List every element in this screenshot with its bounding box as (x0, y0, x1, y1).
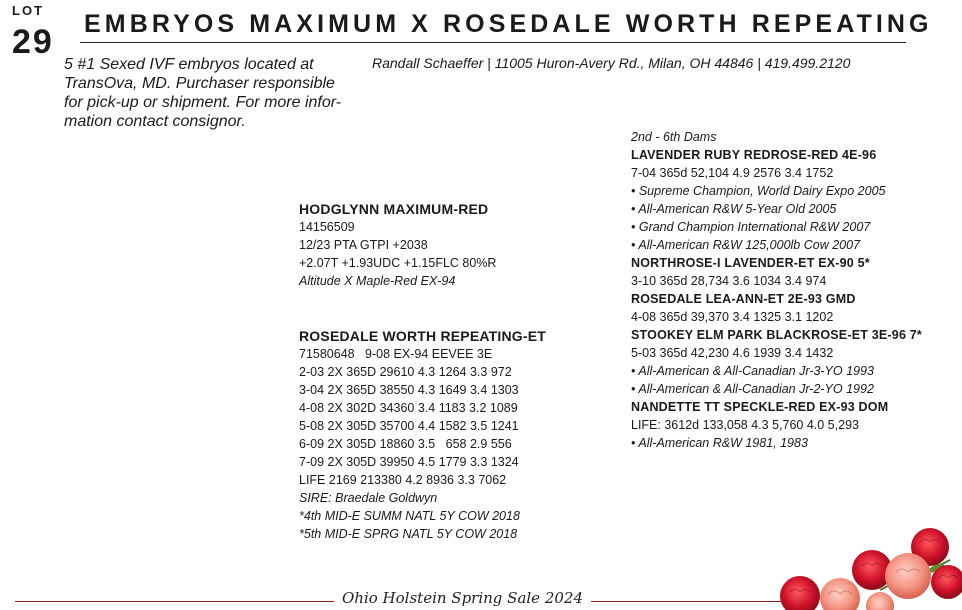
lot-number: 29 (12, 23, 54, 61)
dam-record-line: 7-09 2X 305D 39950 4.5 1779 3.3 1324 (299, 455, 519, 469)
description-line: 5 #1 Sexed IVF embryos located at (64, 56, 314, 73)
dam-entry-record: 7-04 365d 52,104 4.9 2576 3.4 1752 (631, 166, 834, 180)
dam-honor: *5th MID-E SPRG NATL 5Y COW 2018 (299, 527, 518, 541)
dam-entry-honor: • Grand Champion International R&W 2007 (631, 220, 871, 234)
dam-honor: *4th MID-E SUMM NATL 5Y COW 2018 (299, 509, 520, 523)
description-line: mation contact consignor. (64, 113, 246, 130)
dam-entry-honor: • All-American R&W 1981, 1983 (631, 436, 808, 450)
dam-record-line: 71580648 9-08 EX-94 EEVEE 3E (299, 347, 493, 361)
consignor-info: Randall Schaeffer | 11005 Huron-Avery Rd., Milan, OH 44846 | 419.499.2120 (372, 55, 851, 71)
dam-entry-record: 3-10 365d 28,734 3.6 1034 3.4 974 (631, 274, 827, 288)
dam-entry-record: 4-08 365d 39,370 3.4 1325 3.1 1202 (631, 310, 834, 324)
dam-entry-name: STOOKEY ELM PARK BLACKROSE-ET 3E-96 7* (631, 328, 922, 342)
dam-entry-record: LIFE: 3612d 133,058 4.3 5,760 4.0 5,293 (631, 418, 859, 432)
sire-name: HODGLYNN MAXIMUM-RED (299, 201, 489, 217)
dam-entry-name: NORTHROSE-I LAVENDER-ET EX-90 5* (631, 256, 870, 270)
dam-section (299, 327, 546, 543)
sire-traits: +2.07T +1.93UDC +1.15FLC 80%R (299, 256, 497, 270)
sire-section (299, 200, 496, 290)
footer-sale-name: Ohio Holstein Spring Sale 2024 (334, 589, 591, 607)
dam-name: ROSEDALE WORTH REPEATING-ET (299, 328, 547, 344)
dam-entry-name: NANDETTE TT SPECKLE-RED EX-93 DOM (631, 400, 889, 414)
pink-carnation (885, 553, 931, 599)
dam-record-line: 6-09 2X 305D 18860 3.5 658 2.9 556 (299, 437, 512, 451)
lot-label: LOT (12, 3, 44, 18)
red-carnation (780, 576, 820, 610)
dam-entry-honor: • Supreme Champion, World Dairy Expo 2005 (631, 184, 886, 198)
page-title: EMBRYOS MAXIMUM X ROSEDALE WORTH REPEATING (84, 10, 933, 38)
carnation-flowers-decoration (760, 520, 962, 610)
dam-record-line: 4-08 2X 302D 34360 3.4 1183 3.2 1089 (299, 401, 518, 415)
dam-lifetime-record: LIFE 2169 213380 4.2 8936 3.3 7062 (299, 473, 507, 487)
description-line: TransOva, MD. Purchaser responsible (64, 75, 335, 92)
dam-record-line: 3-04 2X 365D 38550 4.3 1649 3.4 1303 (299, 383, 519, 397)
dams-section-label: 2nd - 6th Dams (631, 130, 717, 144)
dam-sire: SIRE: Braedale Goldwyn (299, 491, 438, 505)
dam-record-line: 2-03 2X 365D 29610 4.3 1264 3.3 972 (299, 365, 512, 379)
dam-entry-record: 5-03 365d 42,230 4.6 1939 3.4 1432 (631, 346, 834, 360)
sire-pedigree: Altitude X Maple-Red EX-94 (299, 274, 456, 288)
sire-registration: 14156509 (299, 220, 355, 234)
title-underline (80, 42, 906, 43)
dam-entry-honor: • All-American R&W 5-Year Old 2005 (631, 202, 837, 216)
ancestor-dams-section (631, 128, 922, 452)
dam-entry-honor: • All-American R&W 125,000lb Cow 2007 (631, 238, 861, 252)
dam-entry-honor: • All-American & All-Canadian Jr-2-YO 1992 (631, 382, 874, 396)
dam-record-line: 5-08 2X 305D 35700 4.4 1582 3.5 1241 (299, 419, 519, 433)
dam-entry-name: ROSEDALE LEA-ANN-ET 2E-93 GMD (631, 292, 856, 306)
description-line: for pick-up or shipment. For more infor- (64, 94, 342, 111)
pink-carnation (866, 592, 894, 610)
dam-entry-honor: • All-American & All-Canadian Jr-3-YO 1993 (631, 364, 874, 378)
lot-description (64, 55, 364, 131)
sire-pta: 12/23 PTA GTPI +2038 (299, 238, 428, 252)
dam-entry-name: LAVENDER RUBY REDROSE-RED 4E-96 (631, 148, 877, 162)
